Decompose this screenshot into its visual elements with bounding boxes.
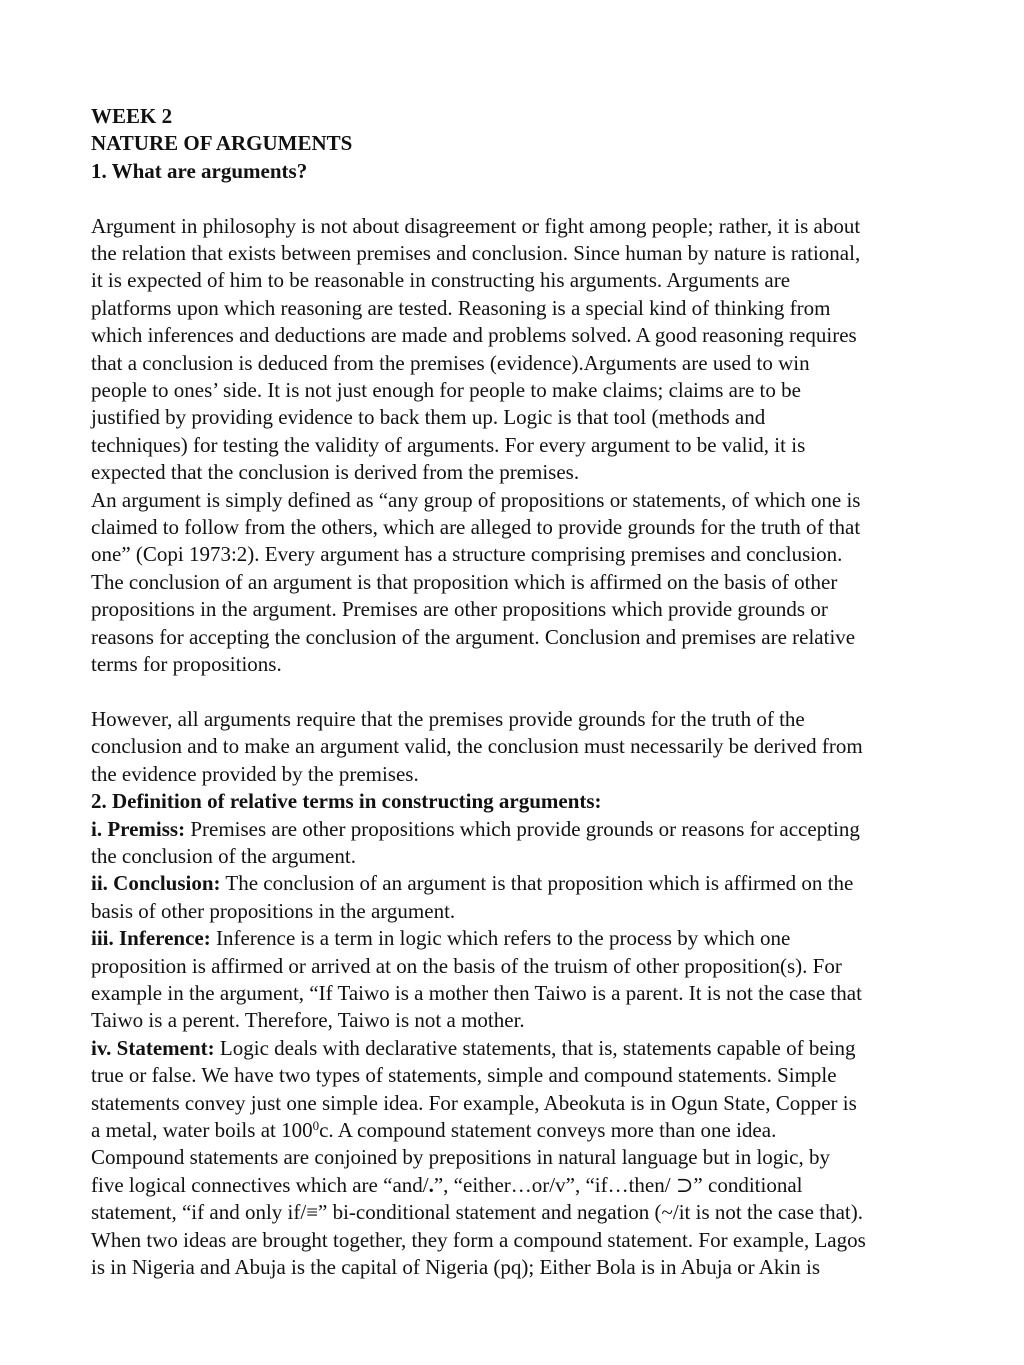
text-line: Compound statements are conjoined by prepositions in natural language but in logic, by: [91, 1145, 830, 1170]
definition-inference: [91, 925, 941, 1035]
superscript-degree: 0: [312, 1118, 320, 1133]
text-line: people to ones’ side. It is not just enough for people to make claims; claims are to be: [91, 378, 801, 403]
text-line: platforms upon which reasoning are tested. Reasoning is a special kind of thinking from: [91, 295, 831, 320]
term-label: iii. Inference:: [91, 926, 211, 951]
definition-conclusion: [91, 870, 941, 925]
text-line: An argument is simply defined as “any group of propositions or statements, of which one is: [91, 487, 861, 512]
text-line: Argument in philosophy is not about disagreement or fight among people; rather, it is about: [91, 213, 861, 238]
text-line: the evidence provided by the premises.: [91, 761, 419, 786]
paragraph-validity: [91, 706, 941, 788]
text-line: [91, 1035, 941, 1062]
document-title: NATURE OF ARGUMENTS: [91, 131, 353, 156]
text-line: statement, “if and only if/≡” bi-conditional statement and negation (~/it is not the case that).: [91, 1200, 863, 1225]
text-line: terms for propositions.: [91, 652, 282, 677]
definition-text: Premises are other propositions which provide grounds or reasons for accepting: [185, 816, 860, 841]
text-line: justified by providing evidence to back them up. Logic is that tool (methods and: [91, 405, 766, 430]
text-line: When two ideas are brought together, they form a compound statement. For example, Lagos: [91, 1227, 866, 1252]
text-line: [91, 816, 941, 843]
text-line: is in Nigeria and Abuja is the capital of Nigeria (pq); Either Bola is in Abuja or Akin is: [91, 1255, 821, 1280]
text-line: the relation that exists between premises and conclusion. Since human by nature is rational,: [91, 241, 861, 266]
text-line: one” (Copi 1973:2). Every argument has a structure comprising premises and conclusion.: [91, 542, 843, 567]
definition-premiss: [91, 816, 941, 871]
paragraph-argument-definition: [91, 487, 941, 679]
definition-text: Inference is a term in logic which refers to the process by which one: [210, 926, 791, 951]
text-line: propositions in the argument. Premises are other propositions which provide grounds or: [91, 597, 828, 622]
text-line: true or false. We have two types of statements, simple and compound statements. Simple: [91, 1063, 837, 1088]
conjunction-dot-symbol: .: [428, 1172, 434, 1197]
term-label: iv. Statement:: [91, 1035, 215, 1060]
spacer: [91, 679, 941, 706]
text-line: Taiwo is a perent. Therefore, Taiwo is not a mother.: [91, 1008, 525, 1033]
term-label: ii. Conclusion:: [91, 871, 221, 896]
text-line: [91, 1117, 941, 1144]
text-line: the conclusion of the argument.: [91, 843, 356, 868]
text-line: statements convey just one simple idea. For example, Abeokuta is in Ogun State, Copper is: [91, 1090, 857, 1115]
text-fragment: a metal, water boils at 100: [91, 1118, 313, 1142]
text-line: basis of other propositions in the argument.: [91, 898, 456, 923]
text-line: reasons for accepting the conclusion of the argument. Conclusion and premises are relative: [91, 624, 856, 649]
text-line: proposition is affirmed or arrived at on the basis of the truism of other proposition(s). For: [91, 953, 842, 978]
paragraph-argument-intro: [91, 213, 941, 487]
text-line: [91, 925, 941, 952]
text-fragment: five logical connectives which are “and/: [91, 1172, 429, 1197]
spacer: [91, 185, 941, 212]
text-line: that a conclusion is deduced from the premises (evidence).Arguments are used to win: [91, 350, 810, 375]
text-fragment: c. A compound statement conveys more than one idea.: [319, 1118, 777, 1142]
text-line: [91, 870, 941, 897]
text-line: conclusion and to make an argument valid, the conclusion must necessarily be derived from: [91, 734, 863, 759]
text-line: techniques) for testing the validity of arguments. For every argument to be valid, it is: [91, 432, 806, 457]
week-heading: WEEK 2: [91, 104, 173, 128]
term-label: i. Premiss:: [91, 816, 186, 841]
text-line: expected that the conclusion is derived from the premises.: [91, 460, 580, 485]
definition-statement: [91, 1035, 941, 1282]
document-page: [91, 103, 941, 1281]
text-line: The conclusion of an argument is that proposition which is affirmed on the basis of other: [91, 569, 838, 594]
text-line: which inferences and deductions are made and problems solved. A good reasoning requires: [91, 323, 857, 348]
text-line: [91, 1172, 941, 1199]
text-fragment: ”, “either…or/v”, “if…then/ ⊃” conditional: [433, 1172, 803, 1197]
definition-text: Logic deals with declarative statements, that is, statements capable of being: [214, 1035, 856, 1060]
section-1-heading: 1. What are arguments?: [91, 158, 308, 183]
section-2-heading: 2. Definition of relative terms in constructing arguments:: [91, 789, 602, 814]
text-line: However, all arguments require that the premises provide grounds for the truth of the: [91, 706, 805, 731]
text-line: claimed to follow from the others, which are alleged to provide grounds for the truth of that: [91, 515, 861, 540]
definition-text: The conclusion of an argument is that proposition which is affirmed on the: [220, 871, 854, 896]
text-line: example in the argument, “If Taiwo is a mother then Taiwo is a parent. It is not the case that: [91, 980, 862, 1005]
text-line: it is expected of him to be reasonable in constructing his arguments. Arguments are: [91, 268, 791, 293]
